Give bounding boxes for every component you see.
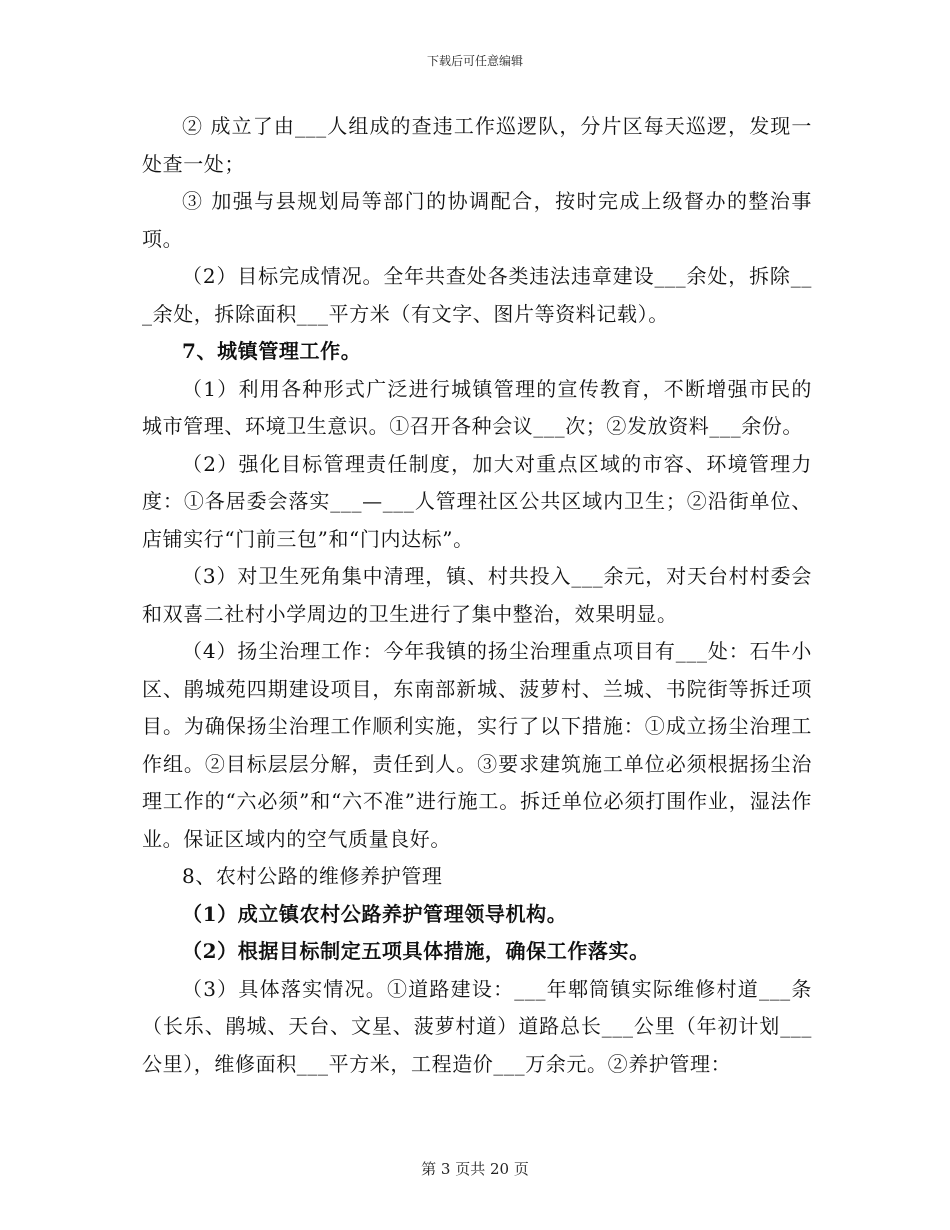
- paragraph-patrol-team: ② 成立了由___人组成的查违工作巡逻队，分片区每天巡逻，发现一处查一处；: [142, 114, 812, 176]
- paragraph-implementation: （3）具体落实情况。①道路建设：___年郫筒镇实际维修村道___条（长乐、鹃城、天台、文星、菠萝村道）道路总长___公里（年初计划___公里），维修面积___平方米，工程造价___万余元。②养护管理：: [142, 976, 812, 1076]
- paragraph-responsibility: （2）强化目标管理责任制度，加大对重点区域的市容、环境管理力度：①各居委会落实___—___人管理社区公共区域内卫生；②沿街单位、店铺实行“门前三包”和“门内达标”。: [142, 451, 812, 551]
- page-number: 第 3 页共 20 页: [421, 1160, 529, 1178]
- paragraph-sanitation-cleanup: （3）对卫生死角集中清理，镇、村共投入___余元，对天台村村委会和双喜二社村小学周边的卫生进行了集中整治，效果明显。: [142, 564, 812, 626]
- section-heading-town-management: 7、城镇管理工作。: [182, 339, 362, 363]
- paragraph-dust-control: （4）扬尘治理工作：今年我镇的扬尘治理重点项目有___处：石牛小区、鹃城苑四期建设项目，东南部新城、菠萝村、兰城、书院街等拆迁项目。为确保扬尘治理工作顺利实施，实行了以下措施：①成立扬尘治理工作组。②目标层层分解，责任到人。③要求建筑施工单位必须根据扬尘治理工作的“六必须”和“六不准”进行施工。拆迁单位必须打围作业，湿法作业。保证区域内的空气质量良好。: [142, 639, 812, 851]
- paragraph-publicity: （1）利用各种形式广泛进行城镇管理的宣传教育，不断增强市民的城市管理、环境卫生意识。①召开各种会议___次；②发放资料___余份。: [142, 376, 812, 438]
- document-body: [142, 108, 812, 1083]
- page-header-note: 下载后可任意编辑: [426, 54, 523, 68]
- subheading-leadership: （1）成立镇农村公路养护管理领导机构。: [182, 901, 568, 926]
- paragraph-target-completion: （2）目标完成情况。全年共查处各类违法违章建设___余处，拆除___余处，拆除面积___平方米（有文字、图片等资料记载）。: [142, 264, 812, 326]
- subheading-measures: （2）根据目标制定五项具体措施，确保工作落实。: [182, 939, 650, 963]
- section-heading-rural-roads: 8、农村公路的维修养护管理: [182, 864, 443, 888]
- paragraph-coordination: ③ 加强与县规划局等部门的协调配合，按时完成上级督办的整治事项。: [142, 189, 812, 251]
